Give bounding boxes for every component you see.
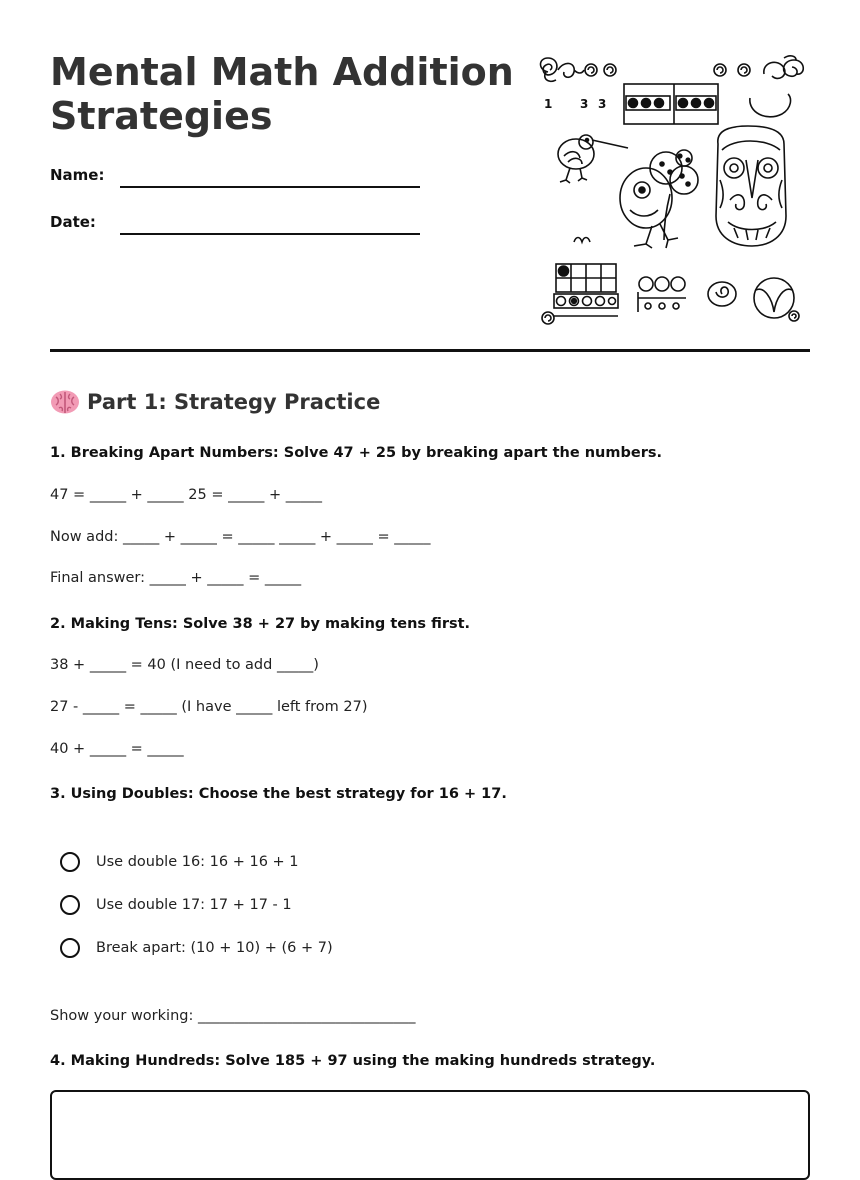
tree-icon: [620, 150, 698, 248]
decorative-artwork: [534, 50, 810, 330]
option-label: Use double 17: 17 + 17 - 1: [96, 897, 292, 913]
question-1-line-3[interactable]: Final answer: _____ + _____ = _____: [50, 570, 302, 586]
small-swirl-icon: [574, 238, 590, 243]
art-number-1: 1: [544, 97, 553, 111]
ten-frame-icon: [624, 84, 718, 124]
date-label: Date:: [50, 213, 96, 231]
option-break-apart[interactable]: [60, 938, 333, 958]
question-2-heading: 2. Making Tens: Solve 38 + 27 by making tens first.: [50, 616, 471, 632]
worksheet-title: [50, 50, 520, 138]
radio-button[interactable]: [60, 852, 80, 872]
swirl-icon: [714, 56, 803, 79]
question-2-line-1[interactable]: 38 + _____ = 40 (I need to add _____): [50, 657, 319, 673]
date-field[interactable]: [120, 233, 420, 235]
question-1-line-2[interactable]: Now add: _____ + _____ = _____ _____ + _____ = _____: [50, 529, 431, 545]
question-1-heading: 1. Breaking Apart Numbers: Solve 47 + 25 by breaking apart the numbers.: [50, 445, 662, 461]
header-divider: [50, 349, 810, 352]
answer-box[interactable]: [50, 1090, 810, 1180]
question-4-heading: 4. Making Hundreds: Solve 185 + 97 using the making hundreds strategy.: [50, 1053, 656, 1069]
question-2-line-2[interactable]: 27 - _____ = _____ (I have _____ left from 27): [50, 699, 368, 715]
radio-button[interactable]: [60, 895, 80, 915]
option-double-16[interactable]: [60, 852, 299, 872]
abacus-icon: [638, 277, 686, 312]
question-1-line-1[interactable]: 47 = _____ + _____ 25 = _____ + _____: [50, 487, 322, 503]
radio-button[interactable]: [60, 938, 80, 958]
swirl-icon: [541, 58, 617, 81]
art-number-2: 3: [580, 97, 589, 111]
kiwi-icon: [558, 135, 628, 183]
title-line-2: Strategies: [50, 94, 273, 138]
name-label: Name:: [50, 166, 105, 184]
ten-frame-bottom-icon: [542, 264, 618, 324]
section-title: [50, 389, 380, 415]
name-field[interactable]: [120, 186, 420, 188]
brain-icon: [50, 389, 80, 415]
title-line-1: Mental Math Addition: [50, 50, 514, 94]
working-line[interactable]: Show your working: ______________________________: [50, 1008, 416, 1024]
option-label: Break apart: (10 + 10) + (6 + 7): [96, 940, 333, 956]
option-label: Use double 16: 16 + 16 + 1: [96, 854, 299, 870]
koru-icon: [708, 278, 799, 321]
question-2-line-3[interactable]: 40 + _____ = _____: [50, 741, 184, 757]
section-title-text: Part 1: Strategy Practice: [87, 390, 381, 414]
carved-mask-icon: [716, 126, 786, 246]
option-double-17[interactable]: [60, 895, 292, 915]
art-number-3: 3: [598, 97, 607, 111]
question-3-heading: 3. Using Doubles: Choose the best strategy for 16 + 17.: [50, 786, 507, 802]
curve-icon: [750, 94, 791, 117]
